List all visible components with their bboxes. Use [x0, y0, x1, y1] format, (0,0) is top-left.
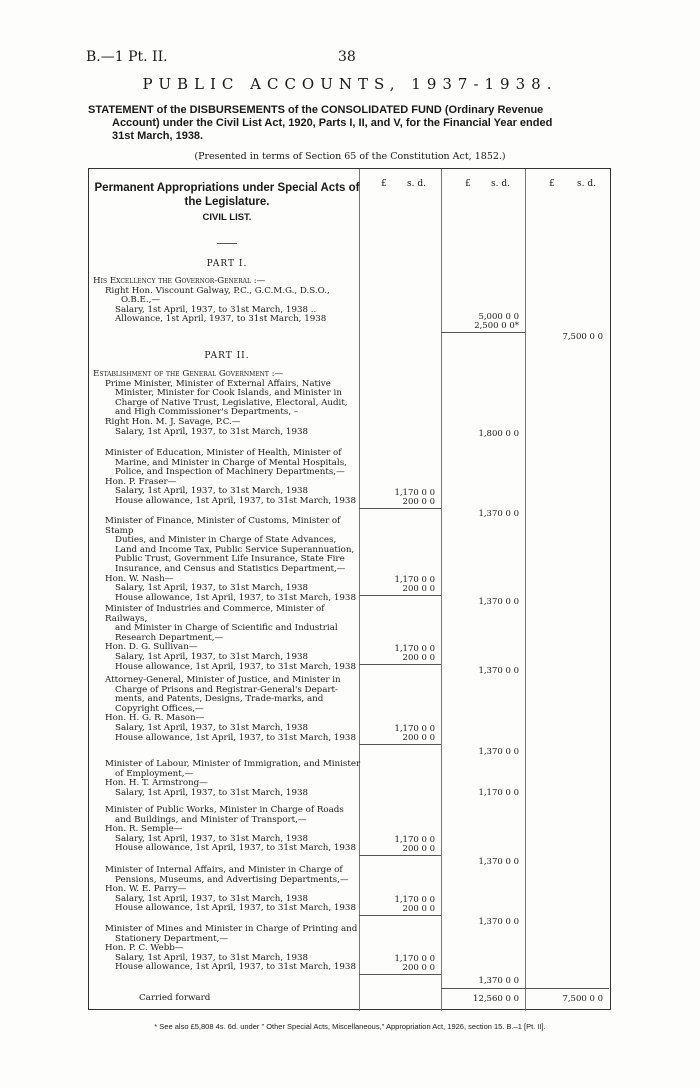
fin-text: Minister of Finance, Minister of Customs, Minister of Stamp Duties, and Minister in Charge of State Advances, Land and Income Tax, Public Service Superannuation, Public Trust, Government Life Insurance, State Fire Insurance, and Census and Statistics Department,— Hon. W. Nash— Salary, 1st April, 1937, to 31st March, 1938 House allowance, 1st April, 1937, to 31st March, 1938	[105, 516, 356, 603]
subtotal-rule	[359, 664, 441, 665]
statement-line-1: STATEMENT of the DISBURSEMENTS of the CONSOLIDATED FUND (Ordinary Revenue	[88, 104, 544, 116]
gg-name-1: Right Hon. Viscount Galway, P.C., G.C.M.G., D.S.O.,	[105, 285, 330, 296]
amount: 200 0 0	[402, 733, 435, 743]
col3-sd: s. d.	[577, 179, 596, 189]
amount: 200 0 0	[402, 497, 435, 507]
ag-text: Attorney-General, Minister of Justice, and Minister in Charge of Prisons and Registrar-General's Depart- ments, and Patents, Designs, Trade-marks, and Copyright Offices,— Hon. H. G. R. Mason— Salary, 1st April, 1937, to 31st March, 1938 House allowance, 1st April, 1937, to 31st March, 1938	[105, 675, 356, 743]
amount: 200 0 0	[402, 584, 435, 594]
gov-heading: Establishment of the General Government :—	[93, 369, 284, 379]
amount: 1,800 0 0	[478, 429, 519, 439]
page-ref: B.—1 Pt. II.	[86, 49, 168, 65]
subtotal-rule	[359, 915, 441, 916]
divider	[217, 243, 237, 244]
heading-line-1: Permanent Appropriations under Special Acts of	[94, 182, 360, 194]
ind-text: Minister of Industries and Commerce, Minister of Railways, and Minister in Charge of Scientific and Industrial Research Department,— Hon. D. G. Sullivan— Salary, 1st April, 1937, to 31st March, 1938 House allowance, 1st April, 1937, to 31st March, 1938	[105, 604, 356, 672]
amount: 1,170 0 0	[394, 835, 435, 845]
heading-line-2: the Legislature.	[184, 196, 270, 208]
gg-salary: Salary, 1st April, 1937, to 31st March, 1938 ..	[115, 304, 317, 315]
subtotal-rule	[359, 508, 441, 509]
col2-sd: s. d.	[491, 179, 510, 189]
amount-total: 7,500 0 0	[562, 332, 603, 342]
amount: 1,170 0 0	[394, 644, 435, 654]
page-number: 38	[338, 49, 356, 65]
amount: 200 0 0	[402, 963, 435, 973]
column-divider	[441, 169, 442, 1011]
col1-sd: s. d.	[407, 179, 426, 189]
lab-text: Minister of Labour, Minister of Immigration, and Minister of Employment,— Hon. H. T. Armstrong— Salary, 1st April, 1937, to 31st March, 1938	[105, 759, 361, 798]
part-2-title: PART II.	[204, 351, 250, 361]
col3-pound: £	[549, 179, 555, 189]
accounts-table	[88, 168, 611, 1010]
subtotal-rule	[441, 332, 525, 333]
edu-text: Minister of Education, Minister of Health, Minister of Marine, and Minister in Charge of Mental Hospitals, Police, and Inspection of Machinery Departments,— Hon. P. Fraser— Salary, 1st April, 1937, to 31st March, 1938 House allowance, 1st April, 1937, to 31st March, 1938	[105, 448, 356, 506]
amount-total: 1,370 0 0	[478, 666, 519, 676]
mines-text: Minister of Mines and Minister in Charge of Printing and Stationery Department,— Hon. P. C. Webb— Salary, 1st April, 1937, to 31st March, 1938 House allowance, 1st April, 1937, to 31st March, 1938	[105, 924, 358, 973]
gg-heading: His Excellency the Governor-General :—	[93, 276, 266, 286]
amount-total: 1,370 0 0	[478, 597, 519, 607]
subtotal-rule	[359, 595, 441, 596]
civil-list-heading: CIVIL LIST.	[202, 212, 252, 223]
statement-line-2: Account) under the Civil List Act, 1920, Parts I, II, and V, for the Financial Year ended	[112, 117, 553, 129]
amount: 1,170 0 0	[394, 895, 435, 905]
appropriations-heading	[93, 181, 361, 209]
amount: 1,170 0 0	[394, 724, 435, 734]
amount: 1,170 0 0	[394, 575, 435, 585]
col2-pound: £	[465, 179, 471, 189]
statement-line-3: 31st March, 1938.	[112, 130, 204, 142]
amount: 200 0 0	[402, 653, 435, 663]
part-1-text	[93, 277, 361, 325]
page-title: PUBLIC ACCOUNTS, 1937-1938.	[142, 75, 558, 93]
part-1-title: PART I.	[206, 259, 248, 269]
presented-note: (Presented in terms of Section 65 of the Constitution Act, 1852.)	[194, 151, 506, 162]
amount: 1,170 0 0	[394, 954, 435, 964]
amount: 5,000 0 0	[478, 312, 519, 322]
amount-total: 1,370 0 0	[478, 857, 519, 867]
statement-heading	[88, 104, 600, 143]
amount: 1,170 0 0	[478, 788, 519, 798]
amount: 1,170 0 0	[394, 488, 435, 498]
col1-pound: £	[381, 179, 387, 189]
carried-col3: 7,500 0 0	[562, 994, 603, 1004]
amount-total: 1,370 0 0	[478, 917, 519, 927]
subtotal-rule	[359, 974, 441, 975]
carried-forward-label: Carried forward	[139, 993, 211, 1003]
amount: 200 0 0	[402, 904, 435, 914]
amount-total: 1,370 0 0	[478, 976, 519, 986]
gg-name-2: O.B.E.,—	[121, 295, 161, 306]
ia-text: Minister of Internal Affairs, and Minister in Charge of Pensions, Museums, and Advertising Departments,— Hon. W. E. Parry— Salary, 1st April, 1937, to 31st March, 1938 House allowance, 1st April, 1937, to 31st March, 1938	[105, 865, 356, 914]
footnote: * See also £5,808 4s. 6d. under " Other Special Acts, Miscellaneous," Appropriation Act, 1926, section 15. B.–1 [Pt. II].	[154, 1022, 546, 1031]
column-divider	[525, 169, 526, 1011]
subtotal-rule	[359, 744, 441, 745]
pm-text: Establishment of the General Government :— Prime Minister, Minister of External Affairs, Native Minister, Minister for Cook Islands, and Minister in Charge of Native Trust, Legislative, Electoral, Audit, and High Commissioner's Departments, – Right Hon. M. J. Savage, P.C.— Salary, 1st April, 1937, to 31st March, 1938	[93, 369, 348, 437]
amount-total: 1,370 0 0	[478, 747, 519, 757]
carried-rule	[441, 988, 609, 989]
carried-col2: 12,560 0 0	[473, 994, 519, 1004]
pw-text: Minister of Public Works, Minister in Charge of Roads and Buildings, and Minister of Transport,— Hon. R. Semple— Salary, 1st April, 1937, to 31st March, 1938 House allowance, 1st April, 1937, to 31st March, 1938	[105, 805, 356, 854]
amount: 2,500 0 0*	[474, 321, 519, 331]
amount: 200 0 0	[402, 844, 435, 854]
gg-allowance: Allowance, 1st April, 1937, to 31st March, 1938	[115, 314, 327, 325]
subtotal-rule	[359, 855, 441, 856]
amount-total: 1,370 0 0	[478, 509, 519, 519]
